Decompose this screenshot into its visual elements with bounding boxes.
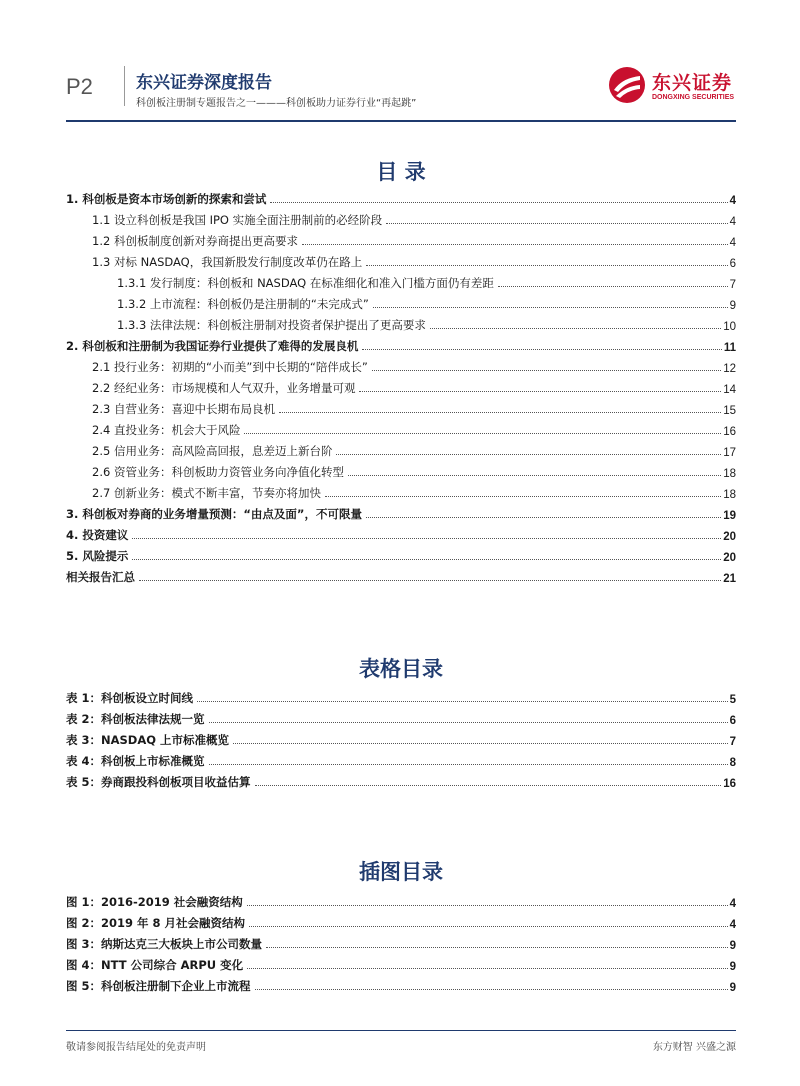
- report-header: [66, 62, 736, 124]
- header-rule: [66, 120, 736, 122]
- toc-entry[interactable]: 1. 科创板是资本市场创新的探索和尝试 4: [66, 192, 736, 207]
- figure-entry[interactable]: 图 4：NTT 公司综合 ARPU 变化 9: [66, 958, 736, 973]
- toc-entry[interactable]: 2.7 创新业务：模式不断丰富，节奏亦将加快 18: [92, 486, 736, 501]
- toc-entry[interactable]: 1.3.1 发行制度：科创板和 NASDAQ 在标准细化和准入门槛方面仍有差距 7: [117, 276, 736, 291]
- toc-entry[interactable]: 2.4 直投业务：机会大于风险 16: [92, 423, 736, 438]
- toc-entry[interactable]: 2.2 经纪业务：市场规模和人气双升，业务增量可观 14: [92, 381, 736, 396]
- footer-slogan: 东方财智 兴盛之源: [652, 1042, 736, 1053]
- figure-entry[interactable]: 图 1：2016-2019 社会融资结构 4: [66, 895, 736, 910]
- toc-entry[interactable]: 1.3.3 法律法规：科创板注册制对投资者保护提出了更高要求 10: [117, 318, 736, 333]
- header-separator: [124, 66, 125, 106]
- toc-entry[interactable]: 4. 投资建议 20: [66, 528, 736, 543]
- toc-entry[interactable]: 3. 科创板对券商的业务增量预测：“由点及面”，不可限量 19: [66, 507, 736, 522]
- table-entry[interactable]: 表 1：科创板设立时间线 5: [66, 691, 736, 706]
- toc-entry[interactable]: 2.5 信用业务：高风险高回报，息差迈上新台阶 17: [92, 444, 736, 459]
- figures-title: 插图目录: [359, 860, 443, 884]
- toc-entry[interactable]: 2.1 投行业务：初期的“小而美”到中长期的“陪伴成长” 12: [92, 360, 736, 375]
- toc-entry[interactable]: 1.3 对标 NASDAQ，我国新股发行制度改革仍在路上 6: [92, 255, 736, 270]
- page-number: P2: [66, 74, 93, 99]
- table-entry[interactable]: 表 2：科创板法律法规一览 6: [66, 712, 736, 727]
- figure-entry[interactable]: 图 3：纳斯达克三大板块上市公司数量 9: [66, 937, 736, 952]
- report-subtitle: 科创板注册制专题报告之一———科创板助力证券行业“再起跳”: [136, 98, 417, 109]
- toc-entry[interactable]: 相关报告汇总 21: [66, 570, 736, 585]
- toc-entry[interactable]: 1.2 科创板制度创新对券商提出更高要求 4: [92, 234, 736, 249]
- toc-entry[interactable]: 1.1 设立科创板是我国 IPO 实施全面注册制前的必经阶段 4: [92, 213, 736, 228]
- company-logo: [608, 66, 735, 110]
- table-entry[interactable]: 表 4：科创板上市标准概览 8: [66, 754, 736, 769]
- logo-mark-icon: [608, 66, 646, 104]
- figure-entry[interactable]: 图 5：科创板注册制下企业上市流程 9: [66, 979, 736, 994]
- footer-rule: [66, 1030, 736, 1031]
- toc-entry[interactable]: 1.3.2 上市流程：科创板仍是注册制的“未完成式” 9: [117, 297, 736, 312]
- toc-entry[interactable]: 2.6 资管业务：科创板助力资管业务向净值化转型 18: [92, 465, 736, 480]
- figure-entry[interactable]: 图 2：2019 年 8 月社会融资结构 4: [66, 916, 736, 931]
- toc-entry[interactable]: 2. 科创板和注册制为我国证券行业提供了难得的发展良机 11: [66, 339, 736, 354]
- logo-text-en: DONGXING SECURITIES: [652, 94, 735, 101]
- toc-entry[interactable]: 2.3 自营业务：喜迎中长期布局良机 15: [92, 402, 736, 417]
- table-entry[interactable]: 表 3：NASDAQ 上市标准概览 7: [66, 733, 736, 748]
- toc-title: 目 录: [376, 160, 426, 184]
- tables-title: 表格目录: [359, 657, 443, 681]
- report-title: 东兴证券深度报告: [136, 73, 272, 93]
- logo-text-cn: 东兴证券: [652, 72, 733, 94]
- table-entry[interactable]: 表 5：券商跟投科创板项目收益估算 16: [66, 775, 736, 790]
- toc-entry[interactable]: 5. 风险提示 20: [66, 549, 736, 564]
- disclaimer-note: 敬请参阅报告结尾处的免责声明: [66, 1042, 206, 1053]
